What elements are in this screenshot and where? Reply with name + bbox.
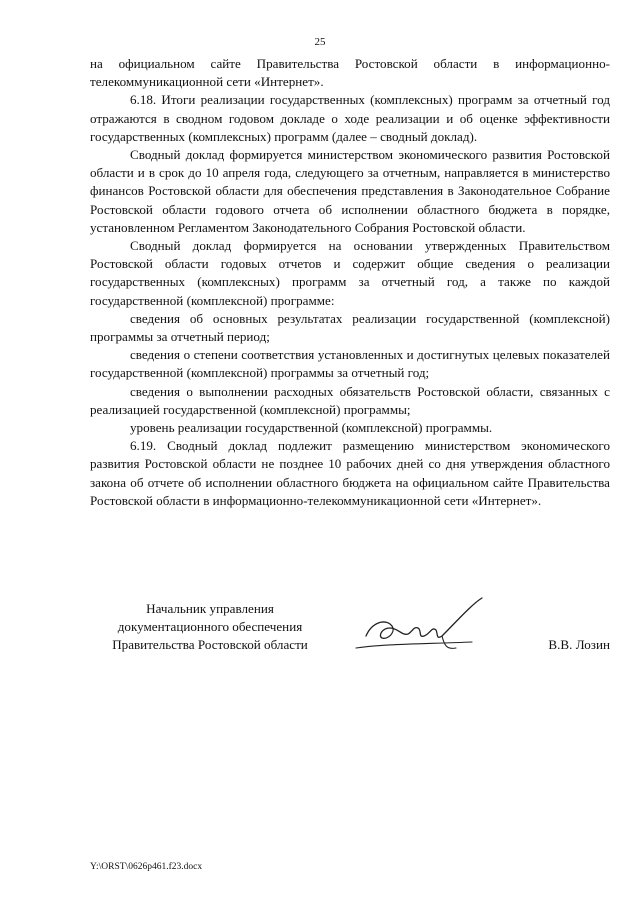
file-path: Y:\ORST\0626p461.f23.docx (90, 862, 203, 872)
paragraph: 6.19. Сводный доклад подлежит размещению министерством экономического развития Ростовской области не позднее 10 рабочих дней со дня утверждения областного закона об отчете об исполнении областного бюджета на официальном сайте Правительства Ростовской области в информационно-телекоммуникационной сети «Интернет». (90, 438, 610, 508)
paragraph: на официальном сайте Правительства Ростовской области в информационно-телекоммуникационной сети «Интернет». (90, 56, 610, 90)
signer-position-line: документационного обеспечения (117, 619, 303, 635)
handwritten-signature (352, 592, 492, 662)
signer-position (90, 600, 330, 655)
signature-block (90, 600, 620, 670)
paragraph: сведения о степени соответствия установленных и достигнутых целевых показателей государственной (комплексной) программы за отчетный год; (90, 347, 610, 381)
paragraph: сведения об основных результатах реализации государственной (комплексной) программы за отчетный период; (90, 310, 610, 345)
paragraph: сведения о выполнении расходных обязательств Ростовской области, связанных с реализацией государственной (комплексной) программы; (90, 383, 610, 417)
paragraph: Сводный доклад формируется на основании утвержденных Правительством Ростовской области годовых отчетов и содержит общие сведения о реализации государственных (комплексных) программ за отчетный год, а также по каждой государственной (комплексной) программе: (90, 238, 610, 308)
paragraph: 6.18. Итоги реализации государственных (комплексных) программ за отчетный год отражаются в сводном годовом докладе о ходе реализации и об оценке эффективности государственных (комплексных) программ (далее – сводный доклад). (90, 92, 610, 144)
signer-position-line: Правительства Ростовской области (112, 637, 308, 653)
signer-position-line: Начальник управления (146, 601, 274, 616)
document-body (90, 55, 610, 510)
signer-name: В.В. Лозин (548, 637, 610, 652)
paragraph: уровень реализации государственной (комплексной) программы. (130, 420, 493, 436)
paragraph: Сводный доклад формируется министерством экономического развития Ростовской области и в срок до 10 апреля года, следующего за отчетным, направляется в министерство финансов Ростовской области для обеспечения представления в Законодательное Собрание Ростовской области годового отчета об исполнении областного бюджета в порядке, установленном Регламентом Законодательного Собрания Ростовской области. (90, 147, 610, 235)
page-number: 25 (314, 36, 326, 48)
